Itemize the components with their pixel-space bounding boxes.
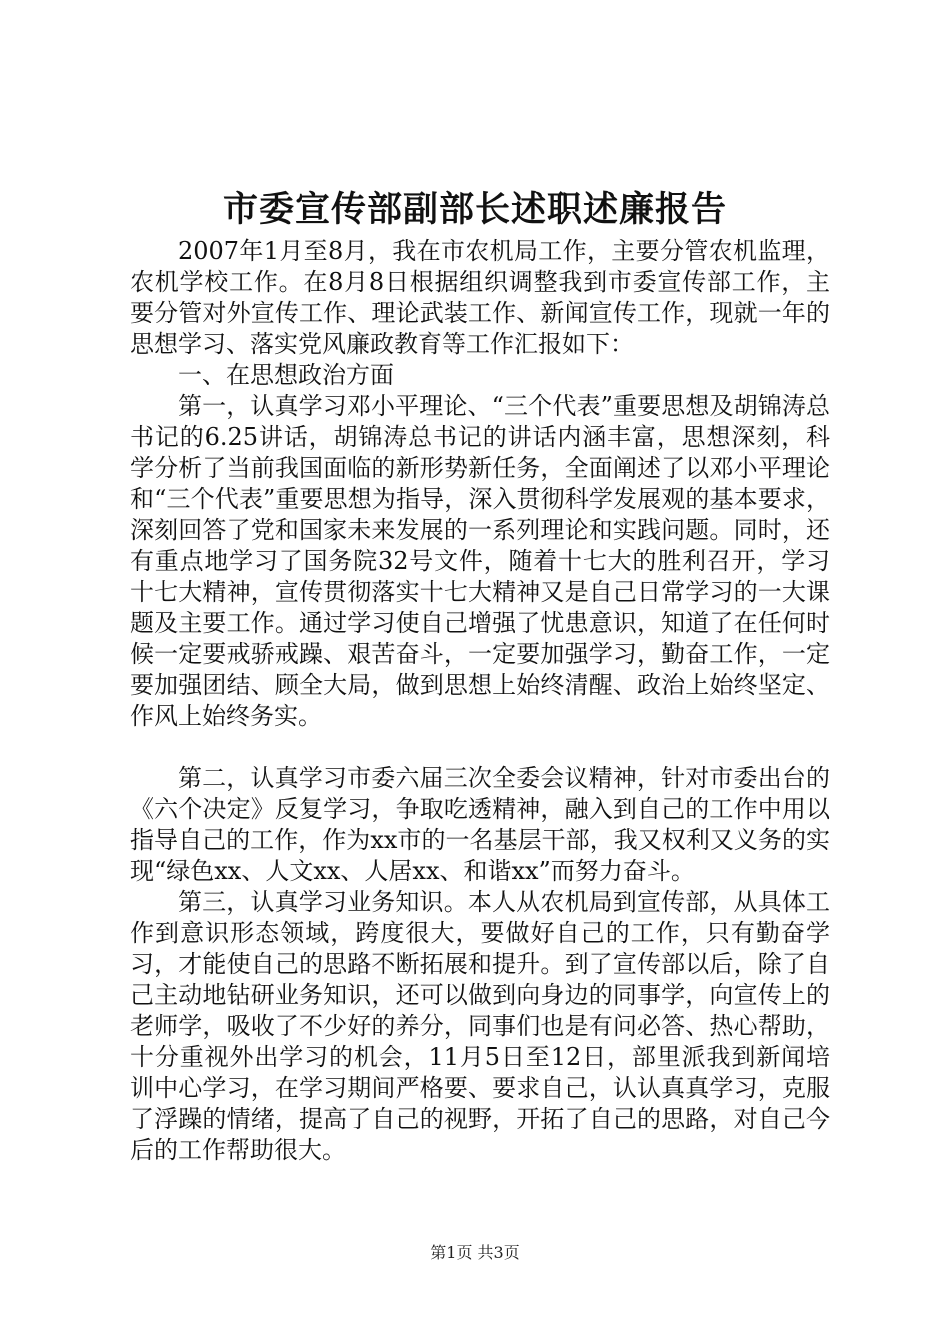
paragraph-third: 第三，认真学习业务知识。本人从农机局到宣传部，从具体工作到意识形态领域，跨度很大，要做好自己的工作，只有勤奋学习，才能使自己的思路不断拓展和提升。到了宣传部以后，除了自己主动地钻研业务知识，还可以做到向身边的同事学，向宣传上的老师学，吸收了不少好的养分，同事们也是有问必答、热心帮助，十分重视外出学习的机会，11月5日至12日，部里派我到新闻培训中心学习，在学习期间严格要、要求自己，认认真真学习，克服了浮躁的情绪，提高了自己的视野，开拓了自己的思路，对自己今后的工作帮助很大。 xyxy=(130,888,830,1164)
section-heading: 一、在思想政治方面 xyxy=(178,361,394,389)
document-body xyxy=(130,236,830,1166)
paragraph-first: 第一，认真学习邓小平理论、“三个代表”重要思想及胡锦涛总书记的6.25讲话，胡锦涛总书记的讲话内涵丰富，思想深刻，科学分析了当前我国面临的新形势新任务，全面阐述了以邓小平理论和“三个代表”重要思想为指导，深入贯彻科学发展观的基本要求，深刻回答了党和国家未来发展的一系列理论和实践问题。同时，还有重点地学习了国务院32号文件，随着十七大的胜利召开，学习十七大精神，宣传贯彻落实十七大精神又是自己日常学习的一大课题及主要工作。通过学习使自己增强了忧患意识，知道了在任何时候一定要戒骄戒躁、艰苦奋斗，一定要加强学习，勤奋工作，一定要加强团结、顾全大局，做到思想上始终清醒、政治上始终坚定、作风上始终务实。 xyxy=(130,392,830,730)
page-footer: 第1页 共3页 xyxy=(430,1243,520,1262)
document-title: 市委宣传部副部长述职述廉报告 xyxy=(222,189,727,230)
paragraph-second: 第二，认真学习市委六届三次全委会议精神，针对市委出台的《六个决定》反复学习，争取吃透精神，融入到自己的工作中用以指导自己的工作，作为xx市的一名基层干部，我又权利又义务的实现“绿色xx、人文xx、人居xx、和谐xx”而努力奋斗。 xyxy=(130,764,830,885)
paragraph-intro: 2007年1月至8月，我在市农机局工作，主要分管农机监理，农机学校工作。在8月8日根据组织调整我到市委宣传部工作，主要分管对外宣传工作、理论武装工作、新闻宣传工作，现就一年的思想学习、落实党风廉政教育等工作汇报如下： xyxy=(130,237,830,358)
